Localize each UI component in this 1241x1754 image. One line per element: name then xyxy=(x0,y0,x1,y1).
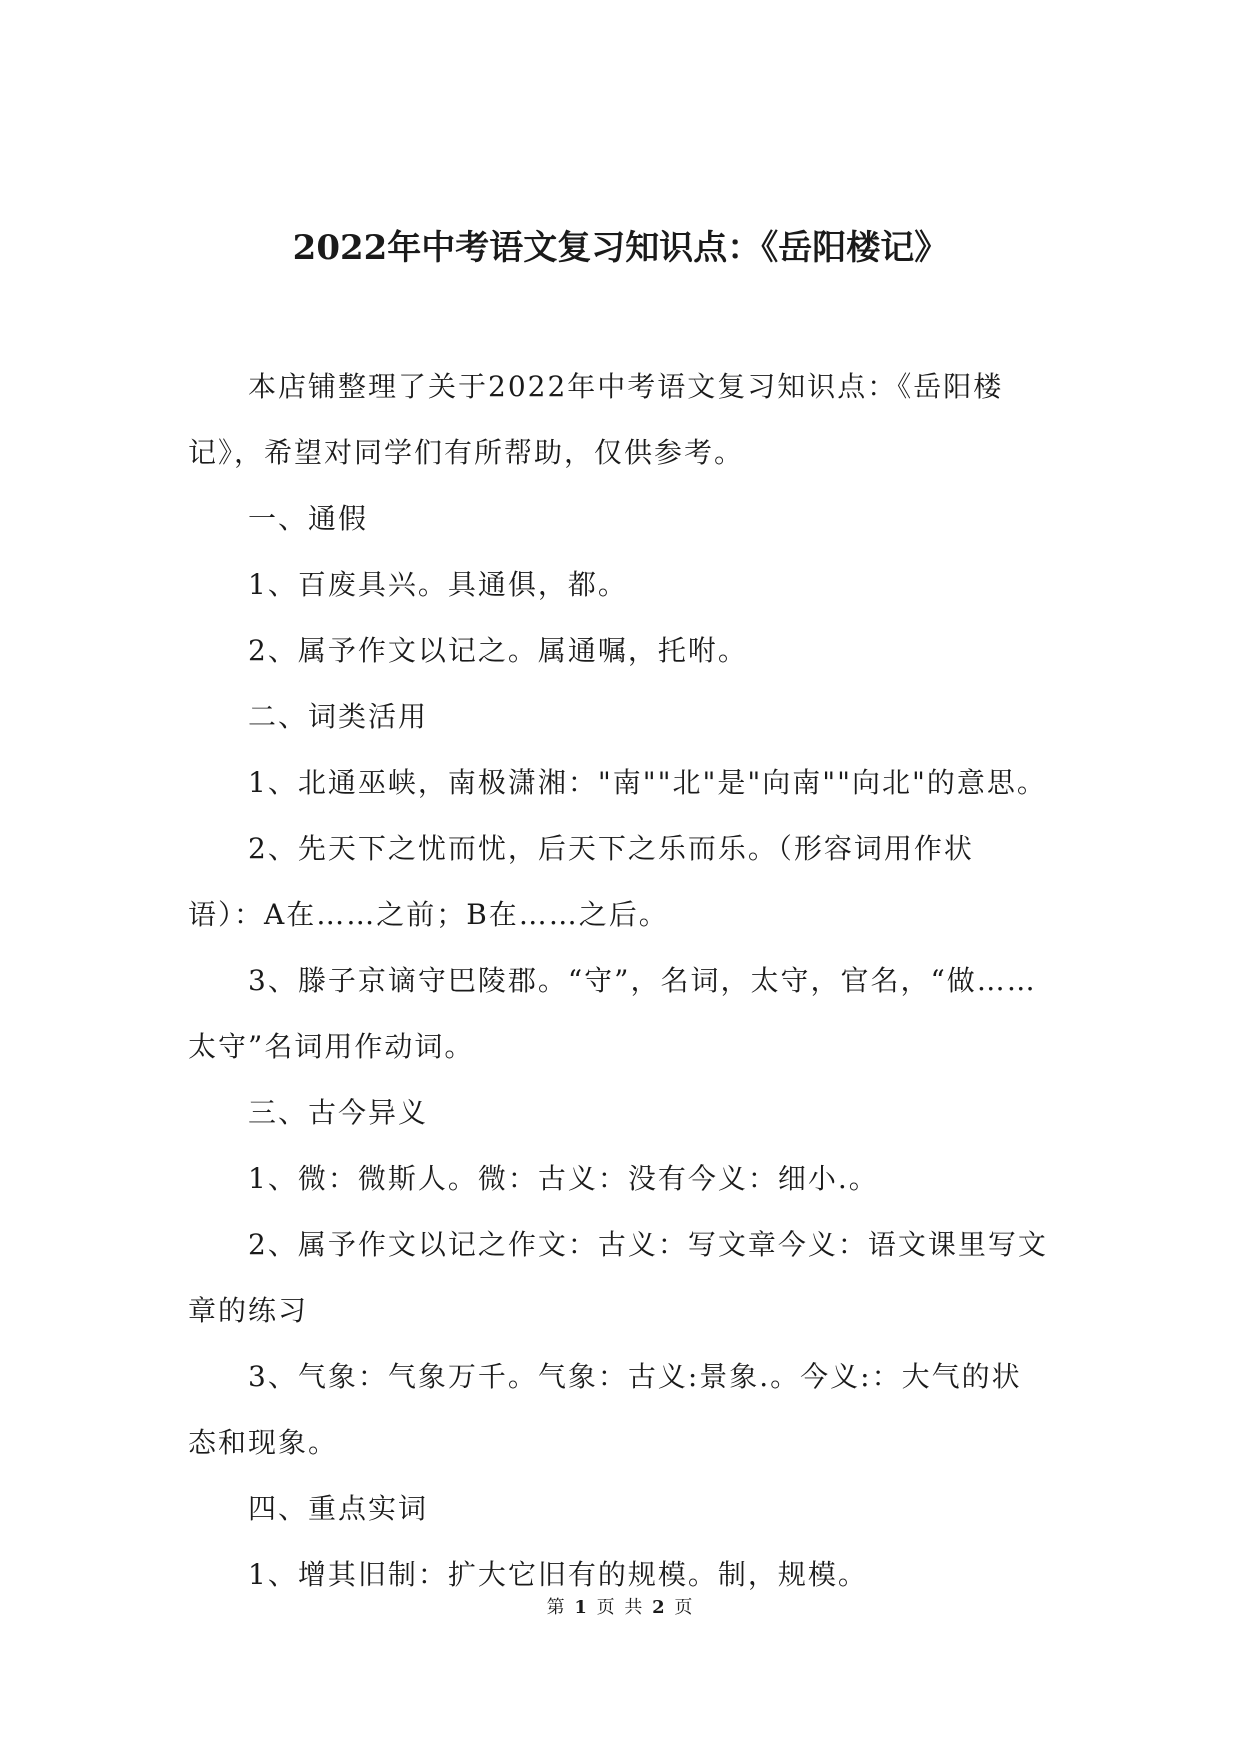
section-heading: 二、词类活用 xyxy=(248,700,429,733)
footer-prefix: 第 xyxy=(546,1597,567,1618)
footer-suffix: 页 xyxy=(674,1597,695,1618)
page-footer xyxy=(0,1596,1241,1620)
body-paragraph: 3、滕子京谪守巴陵郡。“守”，名词，太守，官名，“做……太守”名词用作动词。 xyxy=(188,964,1037,1063)
body-paragraph: 2、先天下之忧而忧，后天下之乐而乐。（形容词用作状语）：A在……之前；B在……之后。 xyxy=(188,832,974,931)
section-heading: 一、通假 xyxy=(248,502,369,535)
body-paragraph: 1、百废具兴。具通俱，都。 xyxy=(248,568,628,601)
intro-paragraph: 本店铺整理了关于2022年中考语文复习知识点：《岳阳楼记》，希望对同学们有所帮助，仅供参考。 xyxy=(188,370,1004,469)
section-heading: 三、古今异义 xyxy=(248,1096,429,1129)
body-paragraph: 1、北通巫峡，南极潇湘："南""北"是"向南""向北"的意思。 xyxy=(248,766,1047,799)
footer-middle: 页 共 xyxy=(596,1597,645,1618)
document-title: 2022年中考语文复习知识点：《岳阳楼记》 xyxy=(292,228,949,268)
footer-page-number: 1 xyxy=(574,1597,589,1618)
body-paragraph: 2、属予作文以记之。属通嘱，托咐。 xyxy=(248,634,748,667)
document-body xyxy=(188,354,1048,1608)
body-paragraph: 1、微：微斯人。微：古义：没有今义：细小.。 xyxy=(248,1162,879,1195)
footer-page-total: 2 xyxy=(652,1597,667,1618)
body-paragraph: 3、气象：气象万千。气象：古义:景象.。今义:：大气的状态和现象。 xyxy=(188,1360,1022,1459)
body-paragraph: 2、属予作文以记之作文：古义：写文章今义：语文课里写文章的练习 xyxy=(188,1228,1048,1327)
section-heading: 四、重点实词 xyxy=(248,1492,429,1525)
body-paragraph: 1、增其旧制：扩大它旧有的规模。制，规模。 xyxy=(248,1558,868,1591)
